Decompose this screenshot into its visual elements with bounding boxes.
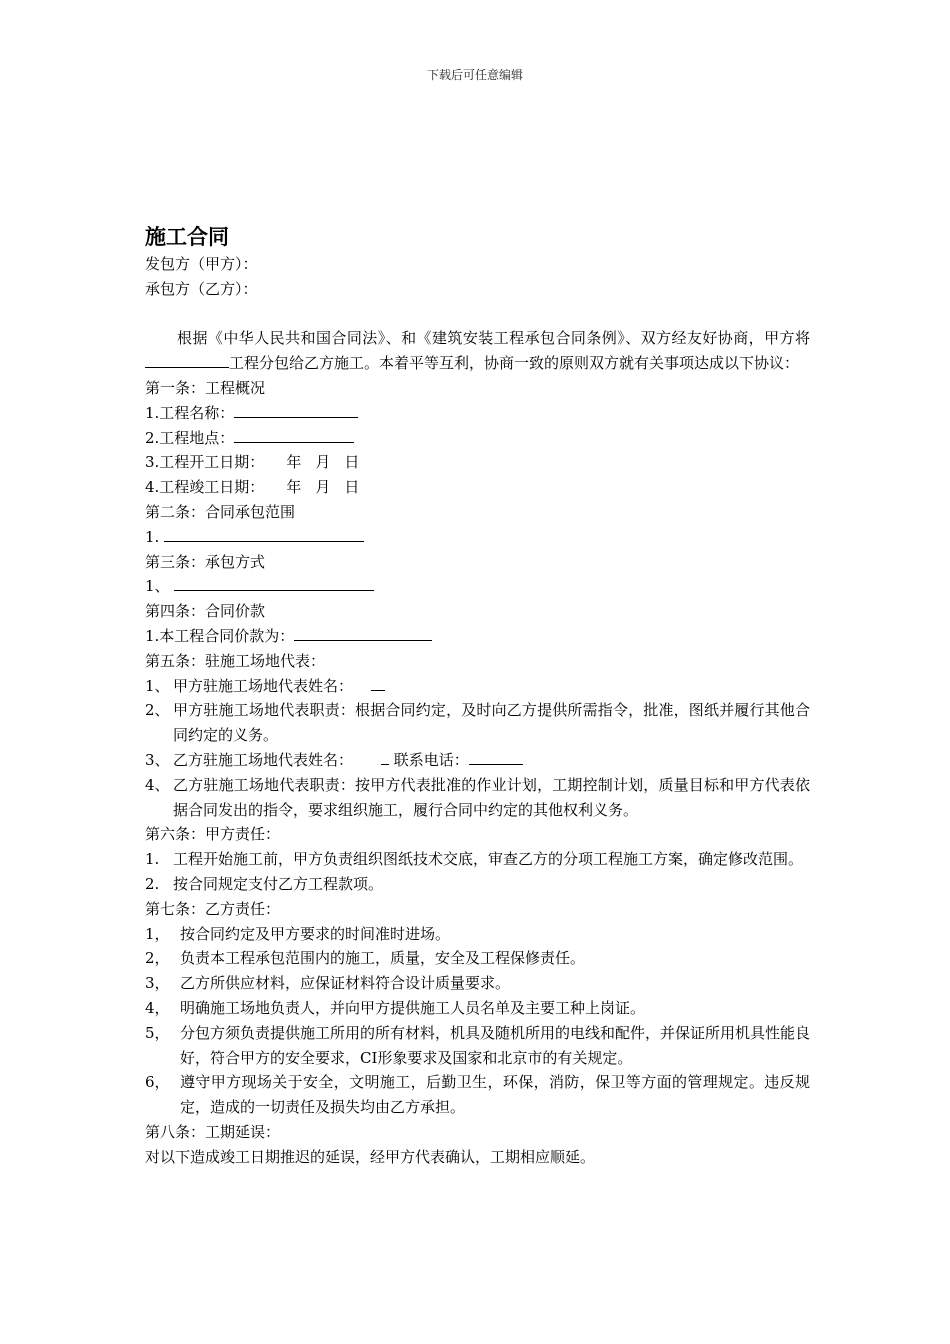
intro-paragraph: [145, 326, 810, 376]
project-blank: [145, 352, 229, 368]
item-text: 分包方须负责提供施工所用的所有材料，机具及随机所用的电线和配件，并保证所用机具性能良好，符合甲方的安全要求，CI形象要求及国家和北京市的有关规定。: [180, 1023, 811, 1067]
item-number: 1、: [145, 676, 170, 695]
end-year: 年: [286, 478, 302, 497]
item-number: 5，: [145, 1023, 170, 1042]
end-date-line: [145, 475, 810, 500]
item-text: 甲方驻施工场地代表职责：根据合同约定，及时向乙方提供所需指令，批准，图纸并履行其他合同约定的义务。: [173, 701, 810, 745]
phone-label: 联系电话：: [393, 750, 469, 769]
item-text: 乙方驻施工场地代表姓名：: [173, 750, 354, 769]
item-text: 按合同规定支付乙方工程款项。: [173, 874, 384, 893]
party-a-line: 发包方（甲方）：: [145, 255, 258, 273]
item-number: 2、: [145, 701, 170, 720]
blank-line: [145, 302, 810, 327]
start-year: 年: [286, 453, 302, 472]
item-text-wrap: [173, 674, 810, 699]
end-date-label: 4.工程竣工日期：: [145, 478, 265, 497]
item-number: 3，: [145, 974, 170, 993]
item-text: 遵守甲方现场关于安全，文明施工，后勤卫生，环保，消防，保卫等方面的管理规定。违反规定，造成的一切责任及损失均由乙方承担。: [180, 1073, 810, 1117]
article-2-heading: 第二条：合同承包范围: [145, 502, 296, 521]
article-6-item: [145, 872, 810, 897]
item-text: 工程开始施工前，甲方负责组织图纸技术交底，审查乙方的分项工程施工方案，确定修改范围。: [173, 850, 804, 869]
price-line: [145, 624, 810, 649]
item-text: 甲方驻施工场地代表姓名：: [173, 676, 354, 695]
article-5-item: [145, 748, 810, 773]
intro-text-2: 工程分包给乙方施工。本着平等互利，协商一致的原则双方就有关事项达成以下协议：: [229, 354, 800, 373]
article-3-heading: 第三条：承包方式: [145, 552, 266, 571]
item-text: 负责本工程承包范围内的施工，质量，安全及工程保修责任。: [180, 949, 586, 968]
article-7-item: [145, 996, 810, 1021]
item-number: 4，: [145, 998, 170, 1017]
item-text: 按合同约定及甲方要求的时间准时进场。: [180, 924, 451, 943]
project-name-blank: [234, 402, 358, 418]
item-text: 明确施工场地负责人，并向甲方提供施工人员名单及主要工种上岗证。: [180, 998, 646, 1017]
article-7-item: [145, 971, 810, 996]
project-location-blank: [234, 427, 354, 443]
article-5-item: [145, 698, 810, 748]
start-month: 月: [315, 453, 331, 472]
party-b-line: 承包方（乙方）：: [145, 279, 258, 298]
rep-a-name-blank: [371, 675, 385, 691]
article-7-item: [145, 946, 810, 971]
scope-item-number: 1.: [145, 527, 160, 546]
start-date-line: [145, 450, 810, 475]
start-date-label: 3.工程开工日期：: [145, 453, 265, 472]
end-day: 日: [344, 478, 360, 497]
article-6-heading: 第六条：甲方责任：: [145, 825, 281, 844]
document-title: 施工合同: [145, 225, 229, 249]
article-5-heading: 第五条：驻施工场地代表：: [145, 651, 326, 670]
price-label: 1.本工程合同价款为：: [145, 626, 295, 645]
project-location-line: [145, 426, 810, 451]
article-4-heading: 第四条：合同价款: [145, 602, 266, 621]
article-7-item: [145, 1070, 810, 1120]
article-7-item: [145, 1021, 810, 1071]
end-month: 月: [315, 478, 331, 497]
item-number: 3、: [145, 750, 170, 769]
item-text: 乙方所供应材料，应保证材料符合设计质量要求。: [180, 974, 511, 993]
article-7-heading: 第七条：乙方责任：: [145, 899, 281, 918]
project-name-line: [145, 401, 810, 426]
rep-b-name-blank: [381, 749, 389, 765]
intro-text-1: 根据《中华人民共和国合同法》、和《建筑安装工程承包合同条例》、双方经友好协商，甲方将: [177, 329, 810, 348]
article-1-heading: 第一条：工程概况: [145, 378, 266, 397]
item-number: 2.: [145, 874, 160, 893]
project-location-label: 2.工程地点：: [145, 428, 235, 447]
article-7-item: [145, 922, 810, 947]
phone-blank: [469, 749, 523, 765]
scope-item-line: [145, 525, 810, 550]
item-number: 2，: [145, 949, 170, 968]
scope-blank: [164, 526, 364, 542]
start-day: 日: [344, 453, 360, 472]
article-5-item: [145, 674, 810, 699]
price-blank: [294, 625, 432, 641]
article-8-text: 对以下造成竣工日期推迟的延误，经甲方代表确认，工期相应顺延。: [145, 1147, 596, 1166]
article-6-item: [145, 847, 810, 872]
method-item-line: [145, 574, 810, 599]
project-name-label: 1.工程名称：: [145, 403, 235, 422]
item-number: 1.: [145, 850, 160, 869]
contract-body: [145, 222, 810, 1169]
method-blank: [174, 575, 374, 591]
item-number: 1，: [145, 924, 170, 943]
item-text: 乙方驻施工场地代表职责：按甲方代表批准的作业计划，工期控制计划，质量目标和甲方代表依据合同发出的指令，要求组织施工，履行合同中约定的其他权利义务。: [173, 775, 810, 819]
page-header-note: 下载后可任意编辑: [426, 68, 523, 82]
item-text-wrap: [173, 748, 810, 773]
item-number: 4、: [145, 775, 170, 794]
method-item-number: 1、: [145, 577, 170, 596]
item-number: 6，: [145, 1073, 170, 1092]
article-8-heading: 第八条：工期延误：: [145, 1122, 281, 1141]
article-5-item: [145, 773, 810, 823]
